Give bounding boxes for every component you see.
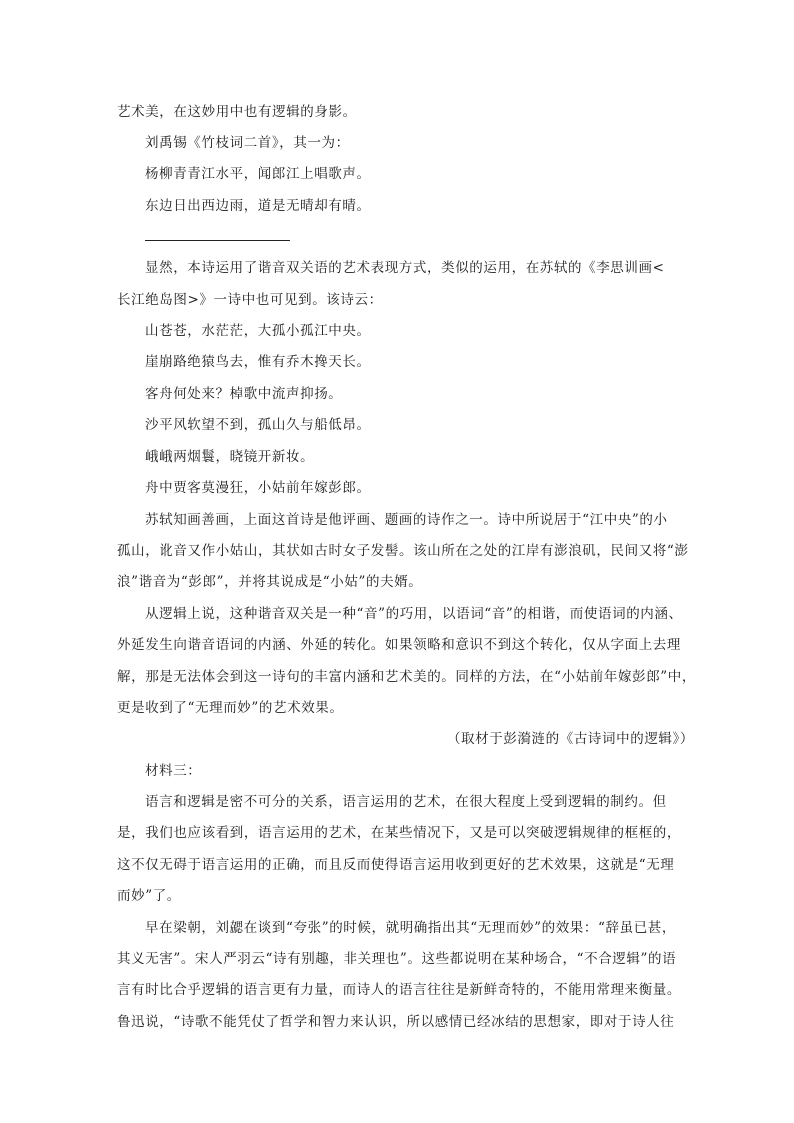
text-line: 东边日出西边雨，道是无晴却有晴。 <box>145 198 371 214</box>
text-line: 这不仅无碍于语言运用的正确，而且反而使得语言运用收到更好的艺术效果，这就是“无理 <box>117 857 675 873</box>
text-line: 更是收到了“无理而妙”的艺术效果。 <box>117 700 344 716</box>
poem-line: 舟中贾客莫漫狂，小姑前年嫁彭郎。 <box>145 480 371 496</box>
text-line: 艺术美，在这妙用中也有逻辑的身影。 <box>117 104 357 120</box>
text-line: 从逻辑上说，这种谐音双关是一种“音”的巧用，以语词“音”的相谐，而使语词的内涵、 <box>145 606 683 622</box>
text-line: 浪”谐音为“彭郎”，并将其说成是“小姑”的夫婿。 <box>117 574 423 590</box>
poem-line: 峨峨两烟鬟，晓镜开新妆。 <box>145 449 315 465</box>
section-heading: 材料三： <box>145 763 202 779</box>
text-line: 孤山，讹音又作小姑山，其状如古时女子发髻。该山所在之处的江岸有澎浪矶，民间又将“澎 <box>117 543 689 559</box>
text-line: 刘禹锡《竹枝词二首》，其一为： <box>145 135 350 151</box>
text-line: 杨柳青青江水平，闻郎江上唱歌声。 <box>145 166 371 182</box>
text-line: 苏轼知画善画，上面这首诗是他评画、题画的诗作之一。诗中所说居于“江中央”的小 <box>145 512 668 528</box>
text-line: 解，那是无法体会到这一诗句的丰富内涵和艺术美的。同样的方法，在“小姑前年嫁彭郎”中， <box>117 669 697 685</box>
text-line: 其义无害”。宋人严羽云“诗有别趣，非关理也”。这些都说明在某种场合，“不合逻辑”的语 <box>117 951 677 967</box>
divider-line <box>145 240 290 241</box>
text-line: 显然，本诗运用了谐音双关语的艺术表现方式，类似的运用，在苏轼的《李思训画< <box>145 260 665 276</box>
poem-line: 山苍苍，水茫茫，大孤小孤江中央。 <box>145 323 371 339</box>
text-line: 鲁迅说，“诗歌不能凭仗了哲学和智力来认识，所以感情已经冰结的思想家，即对于诗人往 <box>117 1014 675 1030</box>
text-line: 是，我们也应该看到，语言运用的艺术，在某些情况下，又是可以突破逻辑规律的框框的， <box>117 825 681 841</box>
poem-line: 客舟何处来？棹歌中流声抑扬。 <box>145 386 343 402</box>
text-line: 外延发生向谐音语词的内涵、外延的转化。如果领略和意识不到这个转化，仅从字面上去理 <box>117 637 681 653</box>
source-citation: （取材于彭漪涟的《古诗词中的逻辑》） <box>446 731 694 747</box>
text-line: 语言和逻辑是密不可分的关系，语言运用的艺术，在很大程度上受到逻辑的制约。但 <box>145 794 667 810</box>
text-line: 长江绝岛图>》一诗中也可见到。该诗云： <box>117 292 383 308</box>
text-line: 而妙”了。 <box>117 888 181 904</box>
text-line: 早在梁朝，刘勰在谈到“夸张”的时候，就明确指出其“无理而妙”的效果：“辞虽已甚， <box>145 920 677 936</box>
poem-line: 沙平风软望不到，孤山久与船低昂。 <box>145 417 371 433</box>
poem-line: 崖崩路绝猿鸟去，惟有乔木搀天长。 <box>145 354 371 370</box>
text-line: 言有时比合乎逻辑的语言更有力量，而诗人的语言往往是新鲜奇特的，不能用常理来衡量。 <box>117 982 681 998</box>
